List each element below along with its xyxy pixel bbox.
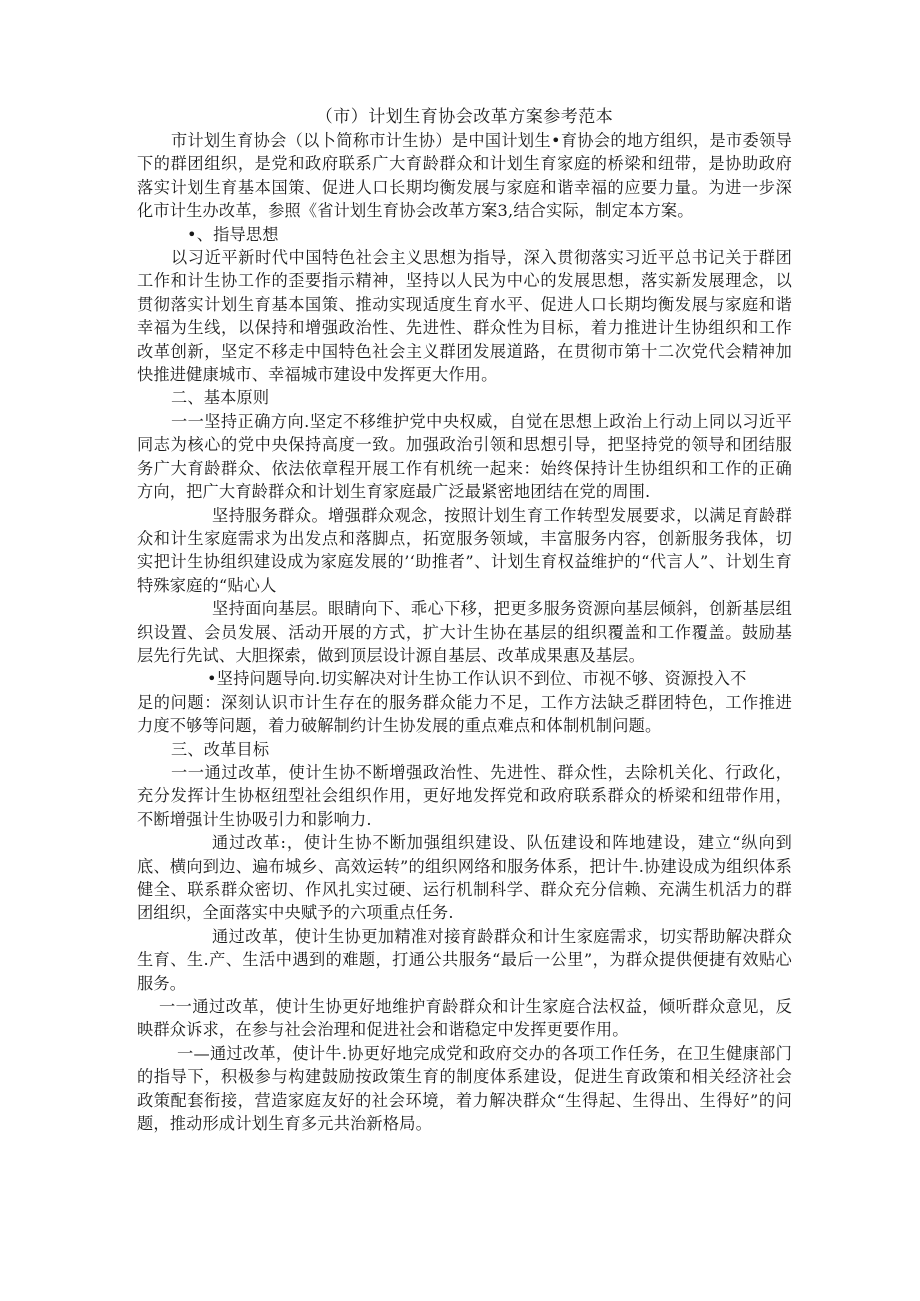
section2-paragraph-1: 一一坚持正确方向.坚定不移维护党中央权威，自觉在思想上政治上行动上同以习近平同志为核心的党中央保持高度一致。加强政治引领和思想引导，把坚持党的领导和团结服务广大育龄群众、依法依章程开展工作有机统一起来：始终保持计生协组织和工作的正确方向，把广大育龄群众和计划生育家庭最广泛最紧密地团结在党的周围.: [137, 411, 792, 502]
section2-paragraph-3: 坚持面向基层。眼睛向下、乖心下移，把更多服务资源向基层倾斜，创新基层组织设置、会员发展、活动开展的方式，扩大计生协在基层的组织覆盖和工作覆盖。鼓励基层先行先试、大胆探索，做到顶层设计源自基层、改革成果惠及基层。: [137, 599, 792, 665]
intro-paragraph: 市计划生育协会（以卜简称市计生协）是中国计划生•育协会的地方组织，是市委领导下的群团组织，是党和政府联系广大育龄群众和计划生育家庭的桥梁和纽带，是协助政府落实计划生育基本国策、促进人口长期均衡发展与家庭和谐幸福的应要力量。为进一步深化市计生办改革，参照《省计划生育协会改革方案3,结合实际，制定本方案。: [137, 131, 792, 221]
section3-paragraph-5: 一—通过改革，使计牛.协更好地完成党和政府交办的各项工作任务，在卫生健康部门的指导下，积极参与构建鼓励按政策生育的制度体系建设，促进生育政策和相关经济社会政策配套衔接，营造家庭友好的社会环境，着力解决群众“生得起、生得出、生得好”的问题，推动形成计划生育多元共治新格局。: [137, 1043, 792, 1134]
section3-heading: 三、改革目标: [171, 739, 270, 759]
section3-paragraph-4: 一一通过改革，使计生协更好地维护育龄群众和计生家庭合法权益，倾听群众意见，反映群众诉求，在参与社会治理和促进社会和谐稳定中发挥更要作用。: [137, 997, 792, 1040]
section3-paragraph-2: 通过改革:，使计生协不断加强组织建设、队伍建设和阵地建设，建立“纵向到底、横向到边、遍布城乡、高效运转”的组织网络和服务体系，把计牛.协建设成为组织体系健全、联系群众密切、作风扎实过硬、运行机制科学、群众充分信赖、充满生机活力的群团组织，全面落实中央赋予的六项重点任务.: [137, 833, 792, 923]
document-page: [137, 105, 792, 1135]
section3-paragraph-3: 通过改革，使计生协更加精准对接育龄群众和计生家庭需求，切实帮助解决群众生育、生.产、生活中遇到的难题，打通公共服务“最后一公里”，为群众提供便捷有效贴心服务。: [137, 926, 792, 993]
section1-body: 以习近平新时代中国特色社会主义思想为指导，深入贯彻落实习近平总书记关于群团工作和计生协工作的歪要指示精神，坚持以人民为中心的发展思想，落实新发展理念，以贯彻落实计划生育基本国策、推动实现适度生育水平、促进人口长期均衡发展与家庭和谐幸福为生线，以保持和增强政治性、先进性、群众性为目标，着力推进计生协组织和工作改革创新，坚定不移走中国特色社会主义群团发展道路，在贯彻市第十二次党代会精神加快推进健康城市、幸福城市建设中发挥更大作用。: [137, 248, 792, 385]
section2-paragraph-4a: •坚持问题导向.切实解决对计生协工作认识不到位、市视不够、资源投入不: [207, 669, 747, 689]
section2-heading: 二、基本原则: [171, 388, 270, 408]
section2-paragraph-2: 坚持服务群众。增强群众观念，按照计划生育工作转型发展要求，以满足育龄群众和计生家庭需求为出发点和落脚点，拓宽服务领域，丰富服务内容，创新服务我体，切实把计生协组织建设成为家庭发展的’‘助推者”、计划生育权益维护的“代言人”、计划生育特殊家庭的“贴心人: [137, 505, 792, 595]
section1-heading: •、指导思想: [187, 224, 279, 244]
document-title: （市）计划生育协会改革方案参考范本: [315, 107, 614, 127]
section2-paragraph-4b: 足的问题：深刻认识市计生存在的服务群众能力不足，工作方法缺乏群团特色，工作推进力度不够等问题，着力破解制约计生协发展的重点难点和体制机制问题。: [137, 692, 792, 736]
section3-paragraph-1: 一一通过改革，使计生协不断增强政治性、先进性、群众性，去除机关化、行政化，充分发挥计生协枢纽型社会组织作用，更好地发挥党和政府联系群众的桥梁和纽带作用，不断增强计生协吸引力和影响力.: [137, 762, 792, 829]
